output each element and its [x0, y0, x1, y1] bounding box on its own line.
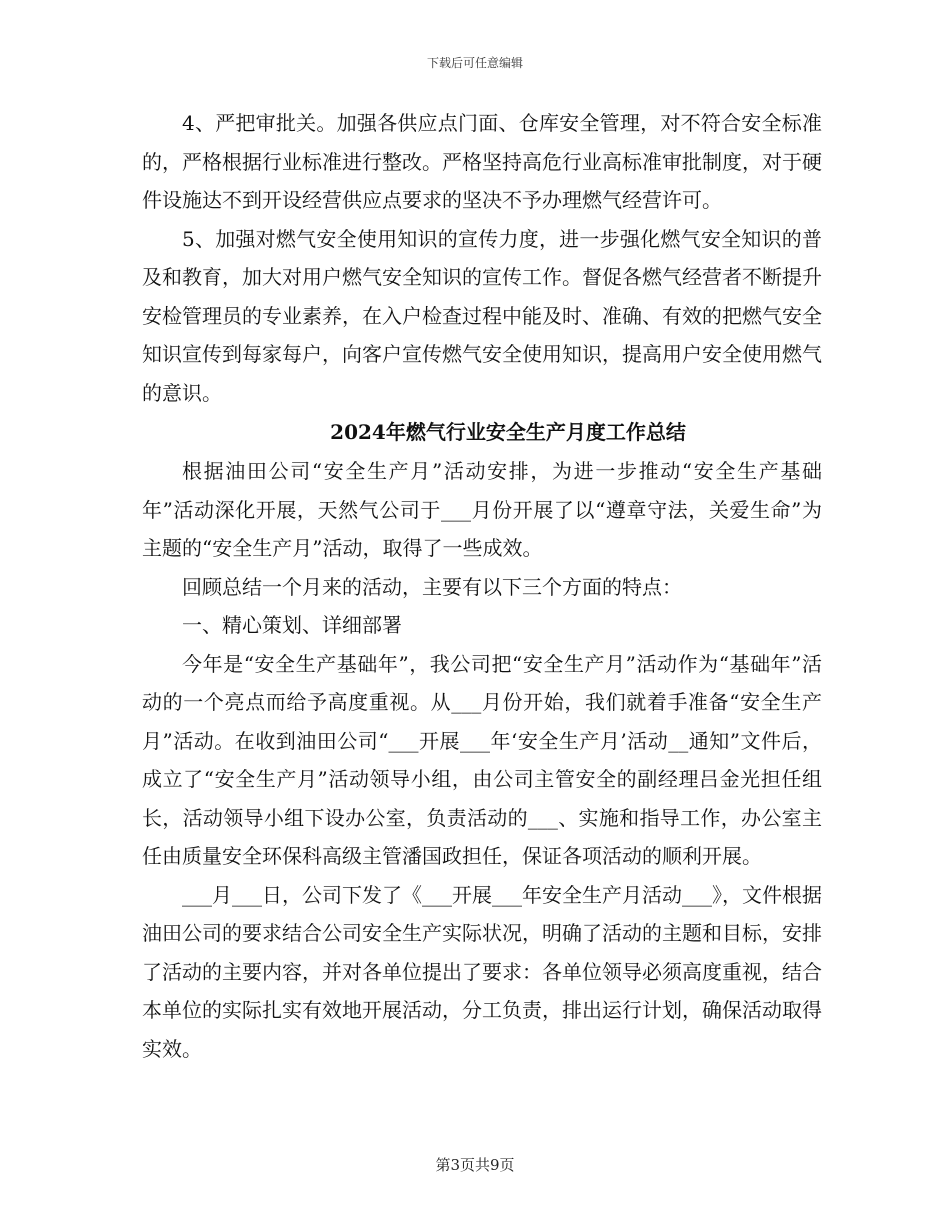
document-body	[142, 104, 822, 1068]
document-title: 2024年燃气行业安全生产月度工作总结	[330, 420, 686, 444]
section-heading-1: 一、精心策划、详细部署	[182, 613, 402, 637]
page-header: 下载后可任意编辑	[426, 56, 523, 70]
paragraph-intro: 根据油田公司“安全生产月”活动安排，为进一步推动“安全生产基础年”活动深化开展，天然气公司于___月份开展了以“遵章守法，关爱生命”为主题的“安全生产月”活动，取得了一些成效。	[142, 459, 822, 560]
paragraph-section-1-a: 今年是“安全生产基础年”，我公司把“安全生产月”活动作为“基础年”活动的一个亮点而给予高度重视。从___月份开始，我们就着手准备“安全生产月”活动。在收到油田公司“___开展___年‘安全生产月’活动__通知”文件后，成立了“安全生产月”活动领导小组，由公司主管安全的副经理吕金光担任组长，活动领导小组下设办公室，负责活动的___、实施和指导工作，办公室主任由质量安全环保科高级主管潘国政担任，保证各项活动的顺利开展。	[142, 651, 822, 868]
page-number: 第3页共9页	[435, 1156, 515, 1174]
paragraph-section-1-b: ___月___日，公司下发了《___开展___年安全生产月活动___》，文件根据油田公司的要求结合公司安全生产实际状况，明确了活动的主题和目标，安排了活动的主要内容，并对各单位提出了要求：各单位领导必须高度重视，结合本单位的实际扎实有效地开展活动，分工负责，排出运行计划，确保活动取得实效。	[142, 882, 822, 1061]
paragraph-review: 回顾总结一个月来的活动，主要有以下三个方面的特点：	[182, 574, 682, 599]
paragraph-item-4: 4、严把审批关。加强各供应点门面、仓库安全管理，对不符合安全标准的，严格根据行业标准进行整改。严格坚持高危行业高标准审批制度，对于硬件设施达不到开设经营供应点要求的坚决不予办理燃气经营许可。	[142, 111, 822, 212]
paragraph-item-5: 5、加强对燃气安全使用知识的宣传力度，进一步强化燃气安全知识的普及和教育，加大对用户燃气安全知识的宣传工作。督促各燃气经营者不断提升安检管理员的专业素养，在入户检查过程中能及时、准确、有效的把燃气安全知识宣传到每家每户，向客户宣传燃气安全使用知识，提高用户安全使用燃气的意识。	[142, 226, 822, 405]
